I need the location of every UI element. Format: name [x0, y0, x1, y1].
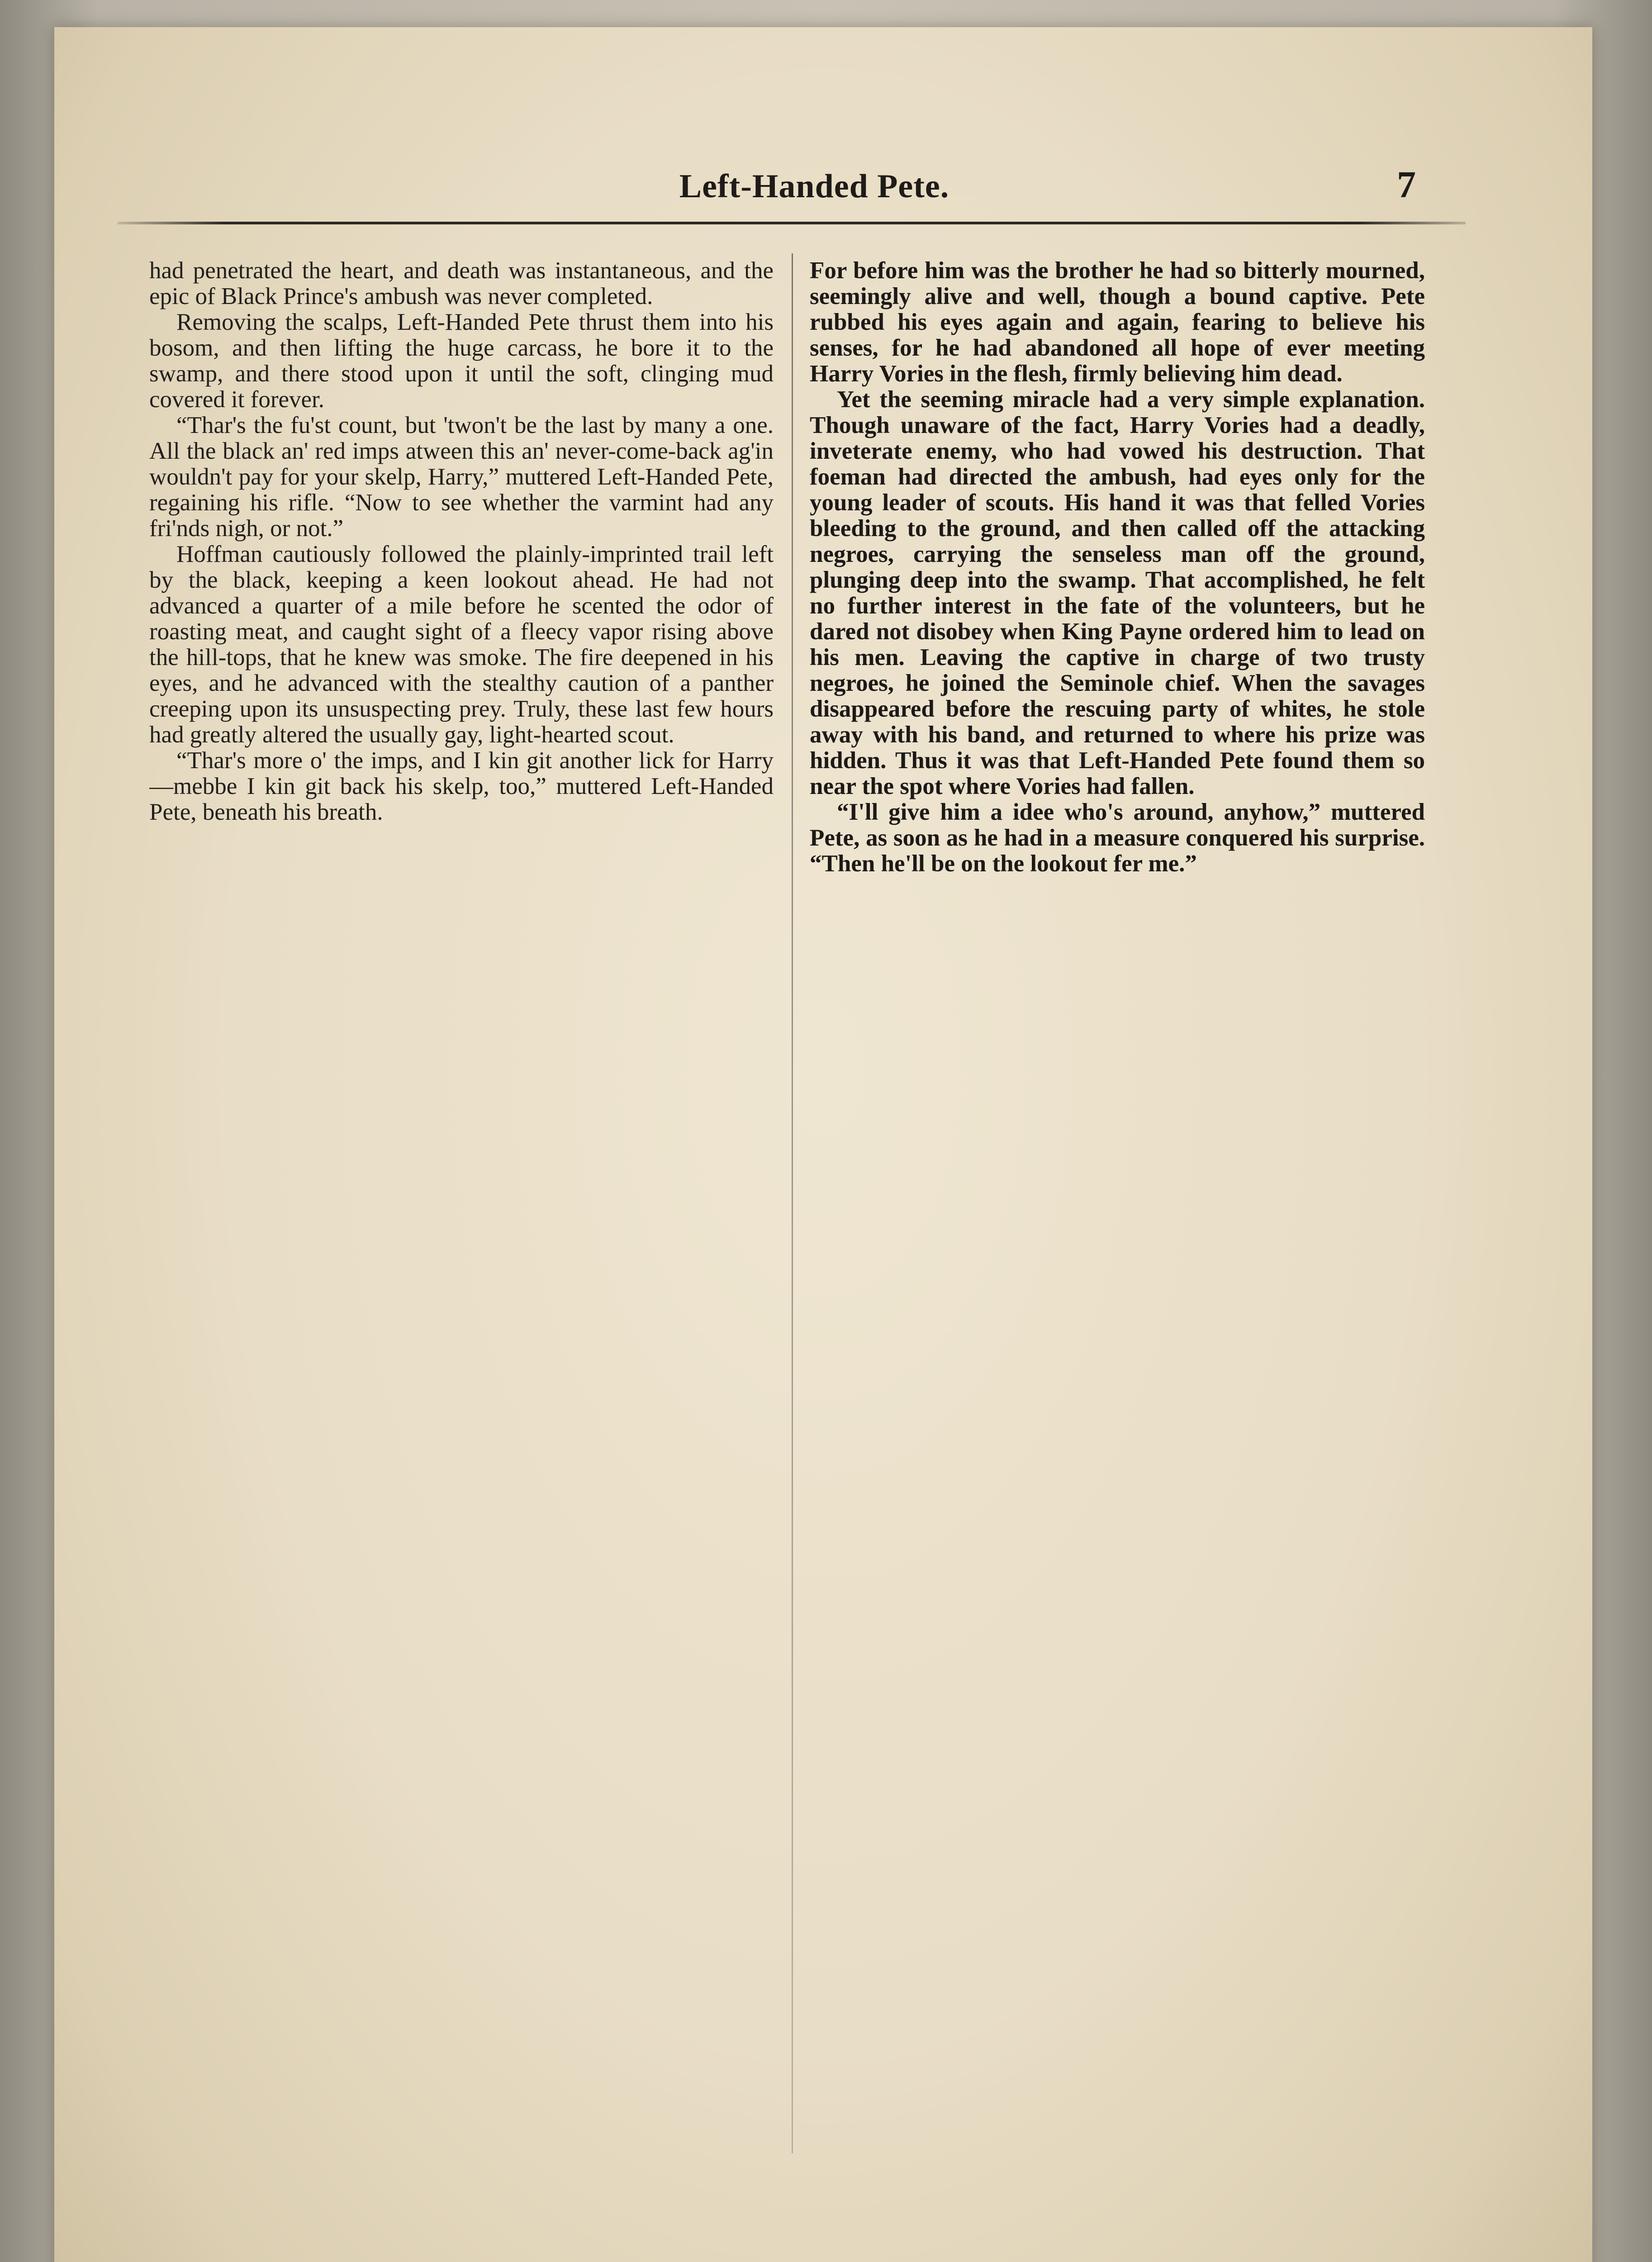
column-divider [792, 253, 793, 2153]
text-column-right [810, 258, 1425, 2158]
running-title: Left-Handed Pete. [679, 168, 949, 205]
paragraph: had penetrated the heart, and death was instantaneous, and the epic of Black Prince's ambush was never completed. [149, 258, 774, 309]
paragraph: Removing the scalps, Left-Handed Pete thrust them into his bosom, and then lifting the huge carcass, he bore it to the swamp, and there stood upon it until the soft, clinging mud covered it forever. [149, 309, 774, 413]
paragraph: Yet the seeming miracle had a very simple explanation. Though unaware of the fact, Harry Vories had a deadly, inveterate enemy, who had vowed his destruction. That foeman had directed the ambush, had eyes only for the young leader of scouts. His hand it was that felled Vories bleeding to the ground, and then called off the attacking negroes, carrying the senseless man off the ground, plunging deep into the swamp. That accomplished, he felt no further interest in the fate of the volunteers, but he dared not disobey when King Payne ordered him to lead on his men. Leaving the captive in charge of two trusty negroes, he joined the Seminole chief. When the savages disappeared before the rescuing party of whites, he stole away with his band, and returned to where his prize was hidden. Thus it was that Left-Handed Pete found them so near the spot where Vories had fallen. [810, 386, 1425, 799]
paragraph: For before him was the brother he had so bitterly mourned, seemingly alive and well, though a bound captive. Pete rubbed his eyes again and again, fearing to believe his senses, for he had abandoned all hope of ever meeting Harry Vories in the flesh, firmly believing him dead. [810, 258, 1425, 387]
text-column-left [149, 258, 774, 2158]
page-number: 7 [1397, 164, 1416, 206]
header-rule [118, 222, 1466, 224]
paragraph: “I'll give him a idee who's around, anyhow,” muttered Pete, as soon as he had in a measure conquered his surprise. “Then he'll be on the lookout fer me.” [810, 799, 1425, 877]
paragraph: Hoffman cautiously followed the plainly-imprinted trail left by the black, keeping a keen lookout ahead. He had not advanced a quarter of a mile before he scented the odor of roasting meat, and caught sight of a fleecy vapor rising above the hill-tops, that he knew was smoke. The fire deepened in his eyes, and he advanced with the stealthy caution of a panther creeping upon its unsuspecting prey. Truly, these last few hours had greatly altered the usually gay, light-hearted scout. [149, 541, 774, 748]
paragraph: “Thar's the fu'st count, but 'twon't be the last by many a one. All the black an' red imps atween this an' never-come-back ag'in wouldn't pay for your skelp, Harry,” muttered Left-Handed Pete, regaining his rifle. “Now to see whether the varmint had any fri'nds nigh, or not.” [149, 412, 774, 542]
paragraph: “Thar's more o' the imps, and I kin git another lick for Harry—mebbe I kin git back his skelp, too,” muttered Left-Handed Pete, beneath his breath. [149, 747, 774, 825]
